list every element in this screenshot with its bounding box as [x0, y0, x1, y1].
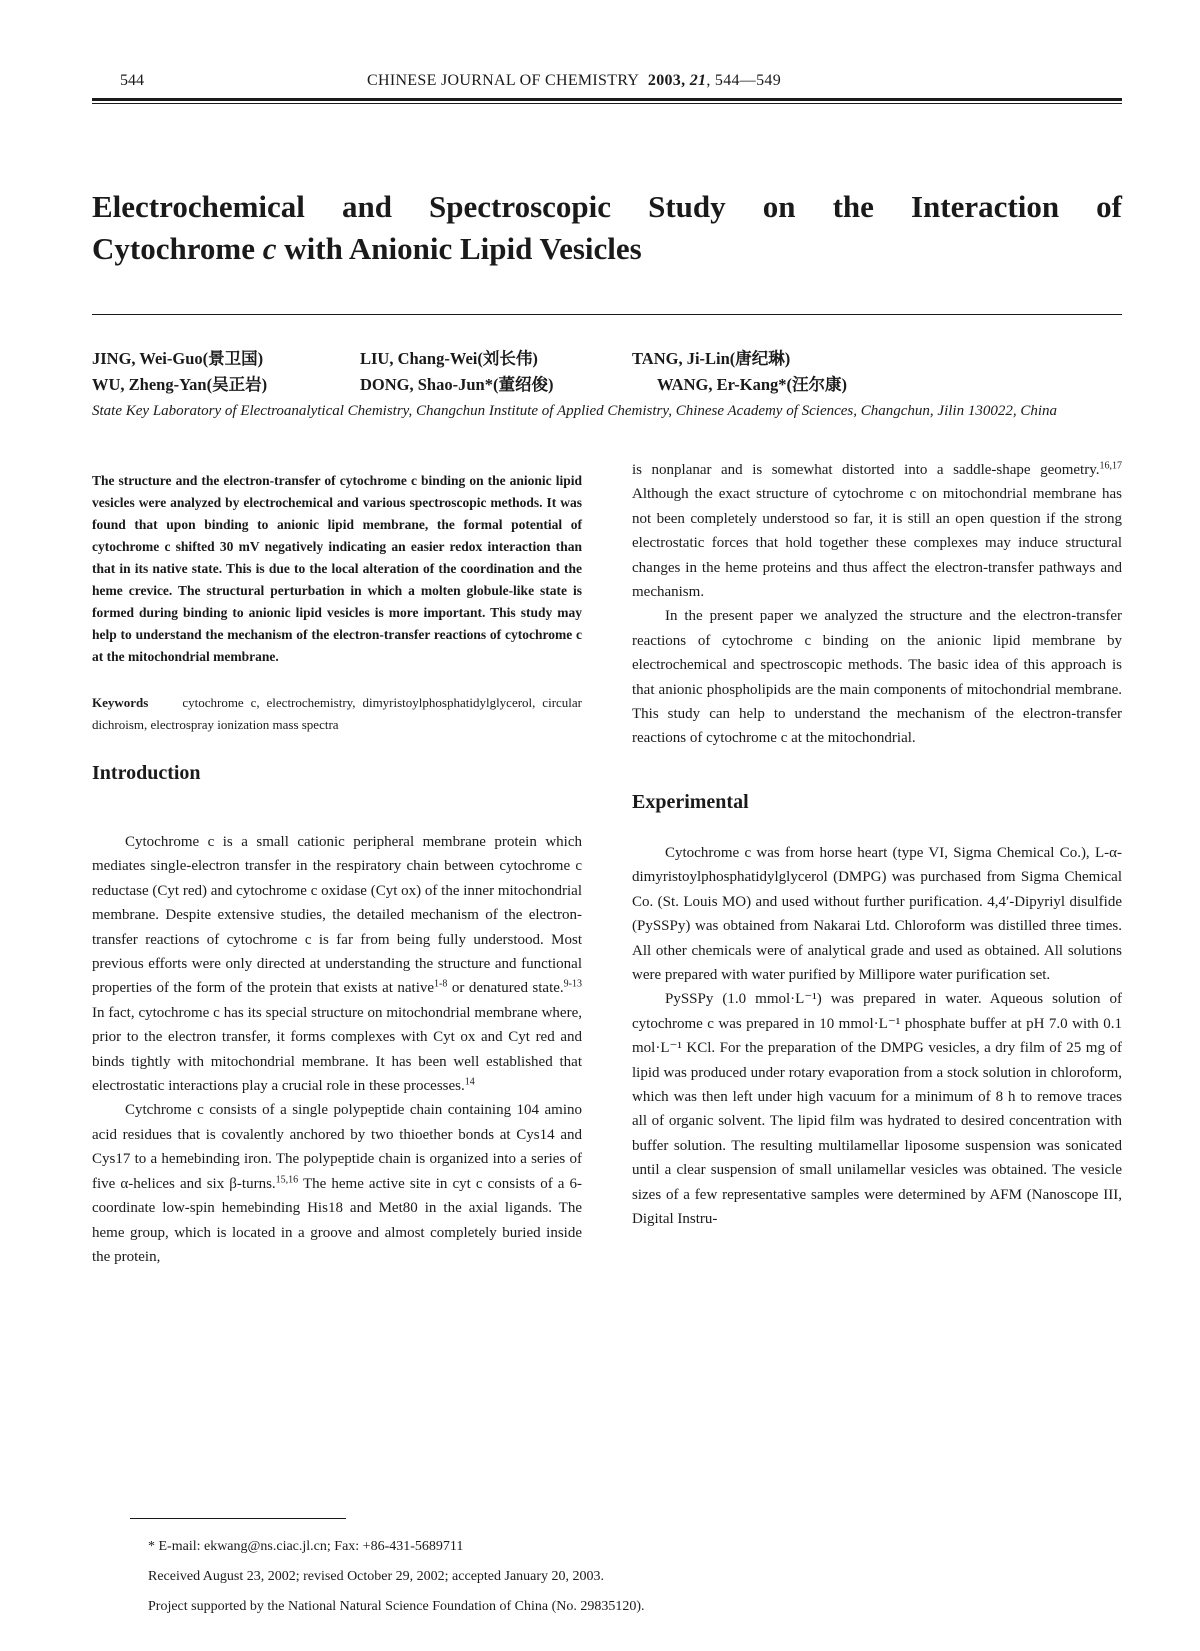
footnote-project: Project supported by the National Natural Science Foundation of China (No. 29835120). [148, 1599, 645, 1614]
author-name: WU, Zheng-Yan(吴正岩) [92, 375, 268, 394]
experimental-heading: Experimental [632, 790, 749, 813]
intro-paragraph-3: is nonplanar and is somewhat distorted into a saddle-shape geometry.$^{16,17}$ Although the exact structure of cytochrome c on mitochondrial membrane has not been completely understood so far, it is still an open question if the strong electrostatic forces that hold together these complexes may induce structural changes in the heme proteins and thus affect the electron-transfer pathways and mechanism. [632, 460, 1122, 601]
citation-ref: 9-13 [563, 978, 582, 990]
title-rule [92, 314, 1122, 315]
title-line-1: Electrochemical and Spectroscopic Study on the Interaction of [92, 189, 1122, 224]
author-name: TANG, Ji-Lin(唐纪琳) [632, 349, 791, 368]
author-name: WANG, Er-Kang*(汪尔康) [657, 375, 848, 394]
header-rule-thin [92, 103, 1122, 104]
page-number: 544 [120, 72, 144, 89]
abstract: The structure and the electron-transfer of cytochrome c binding on the anionic lipid vesicles were analyzed by electrochemical and various spectroscopic methods. It was found that upon binding to anionic lipid membrane, the formal potential of cytochrome c shifted 30 mV negatively indicating an easier redox interaction than that in its native state. This is due to the local alteration of the coordination and the heme crevice. The structural perturbation in which a molten globule-like state is formed during binding to anionic lipid vesicles is more important. This study may help to understand the mechanism of the electron-transfer reactions of cytochrome c at the mitochondrial membrane. [92, 473, 582, 664]
author-block [92, 346, 1122, 422]
citation-ref: 1-8 [434, 978, 448, 990]
title-line-2: Cytochrome c with Anionic Lipid Vesicles [92, 231, 642, 266]
author-name: LIU, Chang-Wei(刘长伟) [360, 349, 538, 368]
citation-ref: 15,16 [275, 1174, 299, 1186]
running-header [92, 72, 1122, 94]
left-column [92, 470, 582, 1269]
citation-ref: 14 [464, 1076, 475, 1088]
journal-citation [367, 72, 781, 90]
citation-year: 2003, [647, 72, 686, 89]
experimental-paragraph-1: Cytochrome c was from horse heart (type VI, Sigma Chemical Co.), L-α-dimyristoylphosphatidylglycerol (DMPG) was purchased from Sigma Chemical Co. (St. Louis MO) and used without further purification. 4,4′-Dipyriyl disulfide (PySSPy) was obtained from Nakarai Ltd. Chloroform was distilled three times. All other chemicals were of analytical grade and used as obtained. All solutions were prepared with water purified by Millipore water purification set. [632, 844, 1122, 983]
author-row-1 [92, 346, 1122, 372]
author-name: DONG, Shao-Jun*(董绍俊) [360, 375, 554, 394]
right-column [632, 458, 1122, 1231]
header-rule-thick [92, 98, 1122, 101]
citation-volume: 21 [689, 72, 707, 89]
footnote-rule [130, 1518, 346, 1519]
keywords-label: Keywords [92, 695, 149, 710]
footnote-received: Received August 23, 2002; revised October 29, 2002; accepted January 20, 2003. [148, 1569, 605, 1584]
experimental-paragraph-2: PySSPy (1.0 mmol·L⁻¹) was prepared in water. Aqueous solution of cytochrome c was prepared in 10 mmol·L⁻¹ phosphate buffer at pH 7.0 with 0.1 mol·L⁻¹ KCl. For the preparation of the DMPG vesicles, a dry film of 25 mg of lipid was produced under rotary evaporation from a stock solution in chloroform, which was then left under high vacuum for a minimum of 8 h to remove traces all of organic solvent. The lipid film was hydrated to desired concentration with buffer solution. The resulting multilamellar liposome suspension was sonicated until a clear suspension of small unilamellar vesicles was obtained. The vesicle sizes of a few representative samples were determined by AFM (Nanoscope III, Digital Instru- [632, 991, 1122, 1227]
footnotes [148, 1532, 645, 1622]
intro-paragraph-1: Cytochrome c is a small cationic peripheral membrane protein which mediates single-electron transfer in the respiratory chain between cytochrome c reductase (Cyt red) and cytochrome c oxidase (Cyt ox) of the inner mitochondrial membrane. Despite extensive studies, the detailed mechanism of the electron-transfer reactions of cytochrome c is far from being fully understood. Most previous efforts were only directed at understanding the structure and functional properties of the form of the protein that exists at native$^{1-8}$ or denatured state.$^{9-13}$ In fact, cytochrome c has its special structure on mitochondrial membrane where, prior to the electron transfer, it forms complexes with Cyt ox and Cyt red and binds tightly with mitochondrial membrane. It has been well established that electrostatic interactions play a crucial role in these processes.$^{14}$ [92, 834, 582, 1095]
article-title [92, 186, 1122, 270]
footnote-email: * E-mail: ekwang@ns.ciac.jl.cn; Fax: +86-431-5689711 [148, 1539, 464, 1554]
journal-name: CHINESE JOURNAL OF CHEMISTRY [367, 72, 640, 89]
keywords-text: cytochrome c, electrochemistry, dimyristoylphosphatidylglycerol, circular dichroism, electrospray ionization mass spectra [92, 695, 582, 732]
affiliation: State Key Laboratory of Electroanalytical Chemistry, Changchun Institute of Applied Chemistry, Chinese Academy of Sciences, Changchun, Jilin 130022, China [92, 403, 1058, 419]
citation-ref: 16,17 [1099, 460, 1122, 472]
author-name: JING, Wei-Guo(景卫国) [92, 349, 264, 368]
intro-paragraph-4: In the present paper we analyzed the structure and the electron-transfer reactions of cytochrome c binding on the anionic lipid membrane by electrochemical and spectroscopic methods. The basic idea of this approach is that anionic phospholipids are the main components of mitochondrial membrane. This study can help to understand the mechanism of the electron-transfer reactions of cytochrome c at the mitochondrial. [632, 608, 1122, 747]
intro-paragraph-2: Cytchrome c consists of a single polypeptide chain containing 104 amino acid residues that is covalently anchored by two thioether bonds at Cys14 and Cys17 to a hemebinding iron. The polypeptide chain is organized into a series of five α-helices and six β-turns.$^{15,16}$ The heme active site in cyt c consists of a 6-coordinate low-spin hemebinding His18 and Met80 in the axial ligands. The heme group, which is located in a groove and almost completely buried inside the protein, [92, 1102, 582, 1265]
citation-pages: , 544—549 [706, 72, 782, 89]
introduction-heading: Introduction [92, 762, 201, 784]
author-row-2 [92, 372, 1122, 398]
keywords [92, 692, 582, 736]
